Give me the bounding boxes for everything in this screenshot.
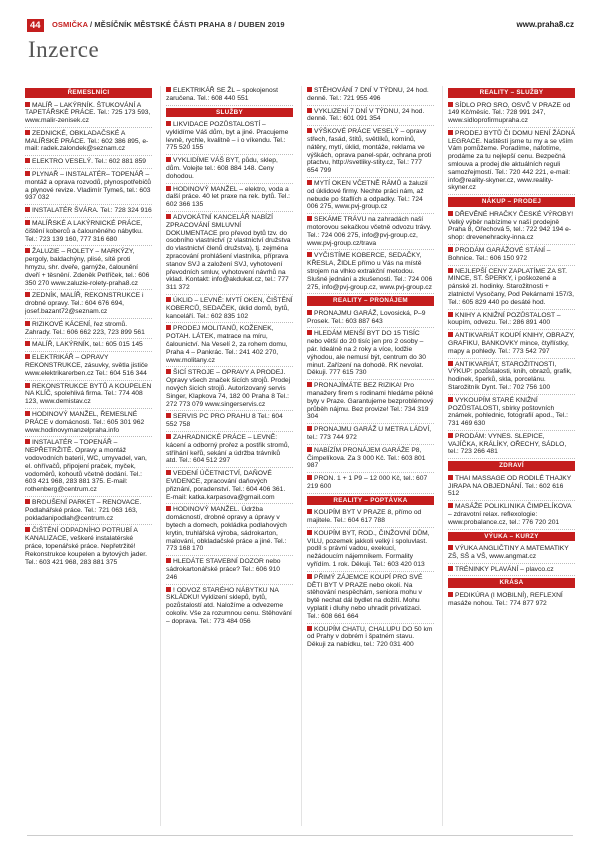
classified-ad [25, 526, 152, 568]
bullet-square-icon [25, 341, 30, 346]
ad-text: HODINOVÝ MANŽEL, ŘEMESLNÉ PRÁCE v domácnosti. Tel.: 605 301 962 www.hodinovymanzelpraha.info [25, 411, 145, 434]
bullet-square-icon [307, 128, 312, 133]
bullet-square-icon [166, 434, 171, 439]
classified-ad [25, 170, 152, 205]
ad-text: VÝUKA ANGLIČTINY A MATEMATIKY ZŠ, SŠ a VŠ, www.angmat.cz [448, 545, 569, 560]
classified-ad [166, 120, 293, 155]
bullet-square-icon [25, 292, 30, 297]
classified-ad [166, 296, 293, 323]
classified-ad [166, 505, 293, 556]
category-header: NÁKUP – PRODEJ [448, 197, 575, 207]
classified-ad [166, 368, 293, 411]
ad-text: DŘEVĚNÉ HRAČKY ČESKÉ VÝROBY! Velký výběr nabízíme v naší prodejně Praha 8, Ořechová 5, tel.: 722 942 194 e-shop: drevenehracky-inna.cz [448, 210, 574, 242]
magazine-info: / MĚSÍČNÍK MĚSTSKÉ ČÁSTI PRAHA 8 / DUBEN 2019 [87, 20, 285, 29]
bullet-square-icon [25, 207, 30, 212]
bullet-square-icon [307, 447, 312, 452]
page-number: 44 [27, 19, 44, 32]
ad-text: ! ODVOZ STARÉHO NÁBYTKU NA SKLÁDKU! Vyklizení sklepů, bytů, pozůstalostí atd. Naložíme a odvezeme cokoliv. Vše za rozumnou cenu. Stěhování – doprava. Tel.: 773 484 056 [166, 586, 292, 625]
ad-text: VEDENÍ ÚČETNICTVÍ, DAŇOVÉ EVIDENCE, zpracování daňových přiznání, poradenství. Tel.: 604 406 361. E-mail: katka.karpasova@gmail.com [166, 470, 286, 501]
ad-text: KOUPÍM BYT V PRAZE 8, přímo od majitele. Tel.: 604 617 788 [307, 509, 422, 525]
classified-ad [307, 329, 434, 380]
bullet-square-icon [307, 382, 312, 387]
bullet-square-icon [448, 475, 453, 480]
classified-ad [448, 267, 575, 310]
classified-ad [307, 179, 434, 214]
ad-text: NABÍZÍM PRONÁJEM GARÁŽE P8, Čimpelíkova. Za 3 000 Kč. Tel.: 603 801 987 [307, 446, 426, 470]
classified-ad [25, 438, 152, 497]
bullet-square-icon [307, 426, 312, 431]
bullet-square-icon [448, 545, 453, 550]
classified-ad [448, 565, 575, 577]
classified-ad [448, 432, 575, 459]
ad-text: BROUŠENÍ PARKET – RENOVACE. Podlahářské práce. Tel.: 721 063 163, pokladanipodlah@centrum.cz [25, 498, 142, 522]
classified-ad [307, 508, 434, 528]
bullet-square-icon [307, 330, 312, 335]
ad-text: VYČISTÍME KOBERCE, SEDAČKY, KŘESLA, ŽIDLE přímo u Vás na místě strojem na vlhko extrakční metodou. Slušné jednání a zkušenosti. Tel.: 724 006 275, info@pvj-group.cz, www.pvj-group.cz [307, 252, 433, 291]
category-header: KRÁSA [448, 578, 575, 588]
bullet-square-icon [25, 354, 30, 359]
category-header: REALITY – PRONÁJEM [307, 296, 434, 306]
classified-ad [25, 291, 152, 318]
bullet-square-icon [166, 413, 171, 418]
bullet-square-icon [448, 247, 453, 252]
bullet-square-icon [448, 102, 453, 107]
bullet-square-icon [166, 470, 171, 475]
ad-text: KOUPÍM CHATU, CHALUPU DO 50 km od Prahy v dobrém i špatném stavu. Děkuji za nabídku, tel.: 720 031 400 [307, 625, 433, 649]
classified-ad [448, 544, 575, 564]
bullet-square-icon [166, 214, 171, 219]
ad-text: ZAHRADNICKÉ PRÁCE – LEVNĚ: kácení a odborný prořez a postřik stromů, stříhání keřů, sekání a údržba trávníků atd. Tel.: 604 512 297 [166, 433, 290, 465]
column-3 [307, 86, 434, 826]
column-divider [442, 86, 443, 826]
bullet-square-icon [448, 503, 453, 508]
ad-text: THAI MASSAGE OD RODILÉ THAJKY JIRAPA NA OBJEDNÁNÍ. Tel.: 602 616 512 [448, 474, 572, 498]
classified-ad [307, 107, 434, 127]
ad-text: RIZIKOVÉ KÁCENÍ, řez stromů. Zahrady. Tel.: 606 662 223, 723 899 561 [25, 320, 145, 336]
classified-ad [307, 127, 434, 178]
classified-ad [166, 586, 293, 628]
bullet-square-icon [25, 411, 30, 416]
classified-ad [166, 433, 293, 468]
ad-text: LIKVIDACE POZŮSTALOSTÍ – vyklidíme Váš dům, byt a jiné. Pracujeme levně, rychle, kvalitně – i o víkendu. Tel.: 775 520 155 [166, 121, 289, 152]
ad-text: PRODÁM: VYNES. SLEPICE, VAJÍČKA, KRÁLÍKY, OŘECHY, SÁDLO, tel.: 723 266 481 [448, 432, 567, 456]
ad-text: ANTIKVARIÁT KOUPÍ KNIHY, OBRAZY, GRAFIKU, BANKOVKY mince, čtyřlístky, mapy a pohledy. Tel.: 773 542 797 [448, 332, 575, 355]
page-header [0, 19, 600, 35]
ad-text: INSTALATÉR ŠVÁRA. Tel.: 728 324 916 [32, 207, 152, 215]
ad-text: PRONAJMU GARÁŽ U METRA LÁDVÍ, tel.: 773 744 972 [307, 426, 432, 441]
classified-ad [166, 324, 293, 367]
bullet-square-icon [25, 158, 30, 163]
ad-text: ELEKTRO VESELÝ. Tel.: 602 881 859 [32, 158, 147, 166]
ad-text: PLYNAŘ – INSTALATÉR– TOPENÁŘ – montáž a oprava rozvodů, plynospotřebičů a plynové revize. Vladimír Tymeš, tel.: 603 937 032 [25, 171, 152, 202]
classified-ad [448, 129, 575, 195]
classified-ad [25, 206, 152, 218]
ad-text: ŠICÍ STROJE – OPRAVY A PRODEJ. Opravy všech značek šicích strojů. Prodej nových šicích strojů. Autorizovaný servis Singer, Klapkova 74, 182 00 Praha 8 Tel.: 272 773 079 www.singerservis.cz [166, 369, 291, 408]
website-link[interactable]: www.praha8.cz [516, 20, 574, 29]
ad-text: VYKLIDÍME VÁŠ BYT, půdu, sklep, dům. Volejte tel.: 608 884 148. Ceny dohodou. [166, 157, 278, 180]
bullet-square-icon [307, 108, 312, 113]
classified-ad [166, 412, 293, 432]
bullet-square-icon [166, 558, 171, 563]
ad-text: MYTÍ OKEN VČETNĚ RÁMŮ a žaluzií od úklidové firmy. Nechte práci nám, až nebude po štaflích a odpadky. Tel.: 724 006 275, www.pvj-group.cz [307, 179, 428, 211]
classified-ad [25, 129, 152, 156]
bullet-square-icon [25, 220, 30, 225]
classified-ad [25, 320, 152, 340]
bullet-square-icon [166, 587, 171, 592]
classified-ad [448, 591, 575, 610]
category-header: VÝUKA – KURZY [448, 532, 575, 542]
bullet-square-icon [166, 186, 171, 191]
bullet-square-icon [448, 130, 453, 135]
classified-ad [448, 474, 575, 501]
bullet-square-icon [25, 527, 30, 532]
ad-text: SERVIS PC PRO PRAHU 8 Tel.: 604 552 758 [166, 413, 283, 429]
ad-text: ANTIKVARIÁT, STAROŽITNOSTI, VÝKUP: pozůstalosti, knih, obrazů, grafik, hodinek, šperků, skla, porcelánu. Starožitník Dynt. Tel.: 702 756 100 [448, 360, 572, 391]
bullet-square-icon [166, 325, 171, 330]
bullet-square-icon [307, 310, 312, 315]
column-1 [25, 86, 152, 826]
bullet-square-icon [307, 216, 312, 221]
ad-text: PRON. 1 + 1 P9 – 12 000 Kč, tel.: 607 219 600 [307, 475, 428, 490]
ad-text: PEDIKÚRA (I MOBILNÍ), REFLEXNÍ masáže nohou. Tel.: 774 877 972 [448, 591, 563, 607]
classified-ad [307, 529, 434, 572]
classified-ad [307, 425, 434, 445]
bullet-square-icon [307, 509, 312, 514]
column-divider [301, 86, 302, 826]
ad-text: MALÍŘSKÉ A LAKÝRNICKÉ PRÁCE, čištění koberců a čalouněného nábytku. Tel.: 723 139 160, 777 316 680 [25, 220, 143, 243]
classified-ad [448, 101, 575, 128]
magazine-brand: OSMIČKA [52, 20, 88, 29]
classified-ad [448, 360, 575, 395]
ad-text: KOUPÍM BYT, ROD., ČINŽOVNÍ DŮM, VILU, pozemek jakkoli velký i spoluvlast. podíl s právní vadou, exekucí, nežádoucím nájemníkem. Formality vyřídím. 1 rok. Děkuji. Tel.: 603 420 013 [307, 529, 430, 569]
classified-ad [25, 382, 152, 409]
classified-ad [307, 474, 434, 494]
magazine-line [52, 20, 285, 29]
classified-ad [307, 86, 434, 106]
bullet-square-icon [25, 383, 30, 388]
bullet-square-icon [307, 252, 312, 257]
classified-ad [166, 86, 293, 106]
bullet-square-icon [448, 332, 453, 337]
ad-text: VYKOUPÍM STARÉ KNIŽNÍ POZŮSTALOSTI, sbírky poštovních známek, pohlednic, fotografií apod., Tel.: 731 469 630 [448, 396, 568, 428]
ad-text: ELEKTRIKÁŘ SE ŽL – spokojenost zaručena. Tel.: 608 440 551 [166, 87, 278, 102]
column-2 [166, 86, 293, 826]
bullet-square-icon [25, 439, 30, 444]
bullet-square-icon [25, 171, 30, 176]
category-header: SLUŽBY [166, 108, 293, 118]
ad-text: PRONAJÍMÁTE BEZ RIZIKA! Pro manažery firem s rodinami hledáme pěkné byty v Praze. Garantujeme bezproblémový průběh nájmu. Bez provize! Tel.: 734 319 304 [307, 382, 434, 421]
classified-ad [25, 101, 152, 128]
ad-text: PRODÁM GARÁŽOVÉ STÁNÍ – Bohnice. Tel.: 606 150 972 [448, 246, 551, 262]
ad-text: HLEDÁM MENŠÍ BYT DO 15 TISÍC nebo větší do 20 tisíc jen pro 2 osoby – pár. Ideálně na 2 roky a více, lodžie výhodou, ale nemusí být, centrum do 30 minut. Zařízení na dohodě. RK nevolat. Děkuji. 777 615 730 [307, 330, 426, 377]
bullet-square-icon [307, 87, 312, 92]
classified-ad [307, 251, 434, 294]
ad-text: PRODEJ MOLITANŮ, KOŽENEK, POTAH. LÁTEK, matrace na míru, čalounictví. Na Veselí 2, za rohem domu, Praha 4 – Pankrác. Tel.: 241 402 270, www.molitany.cz [166, 325, 288, 364]
category-header: ŘEMESLNÍCI [25, 88, 152, 98]
bullet-square-icon [25, 499, 30, 504]
ad-text: PRODEJ BYTŮ ČI DOMU NENÍ ŽÁDNÁ LEGRACE. Naštěstí jsme tu my a se vším Vám pomůžeme. Poradíme, nafotíme, prodáme za tu nejlepší cenu. Bezpečná smlouva a prodej dle aktuálních reguli samozřejmostí. Tel.: 720 442 221, e-mail: info@reality-skyner.cz, www.reality-skyner.cz [448, 129, 575, 192]
column-divider [160, 86, 161, 826]
classified-ad [166, 213, 293, 295]
classified-ad [25, 353, 152, 380]
bullet-square-icon [307, 475, 312, 480]
classified-ad [307, 215, 434, 250]
ad-text: PŘIMÝ ZÁJEMCE KOUPÍ PRO SVÉ DĚTI BYT V PRAZE nebo okolí. Na stěhování nespěchám, seniora mohu v bytě nechat dál bydlet na dožití. Mohu vyplatit i dluhy nebo uhradit privatizaci. Tel.: 608 661 664 [307, 573, 423, 620]
classified-ad [448, 396, 575, 431]
category-header: REALITY – POPTÁVKA [307, 496, 434, 506]
classified-ad [307, 625, 434, 651]
bullet-square-icon [166, 157, 171, 162]
ad-text: VYKLIZENÍ 7 DNÍ V TÝDNU, 24 hod. denně. Tel.: 601 091 354 [307, 107, 425, 123]
ad-text: ČIŠTĚNÍ ODPADNÍHO POTRUBÍ A KANALIZACE, veškeré instalatérské práce, topenářské práce. Nepřetržité! Rekonstrukce koupelen a bytových jader. Tel.: 603 421 968, 283 881 375 [25, 527, 147, 566]
bullet-square-icon [166, 121, 171, 126]
classified-ad [25, 247, 152, 290]
classified-ad [166, 469, 293, 504]
classified-ad [25, 498, 152, 525]
ad-text: HODINOVÝ MANŽEL. Údržba domácností, drobné opravy a úpravy v bytech a domech, pokládka podlahových krytin, truhlářská výroba, sádrokarton, malování, obkladačské práce a jiné. Tel.: 773 168 170 [166, 506, 287, 553]
bullet-square-icon [307, 574, 312, 579]
ad-text: KNIHY A KNIŽNÍ POZŮSTALOST – koupím, odvezu. Tel.: 286 891 400 [448, 311, 561, 327]
ad-text: TRÉNINKY PLAVÁNÍ – plavco.cz [455, 565, 554, 573]
ad-text: ZEDNÍK, MALÍŘ, REKONSTRUKCE i drobné opravy. Tel.: 604 676 694, josef.bazant72@seznam.cz [25, 292, 144, 316]
ad-text: ŽALUZIE – ROLETY – MARKÝZY, pergoly, baldachýny, plisé, sítě proti hmyzu, shr. dveře, garnýže, čalounění dveří + těsnění. Zdeněk Petříček, tel.: 606 350 270 www.zaluzie-rolety-praha8.cz [25, 248, 150, 287]
bullet-square-icon [448, 397, 453, 402]
classified-ad [448, 311, 575, 331]
category-header: REALITY – SLUŽBY [448, 88, 575, 98]
bullet-square-icon [25, 321, 30, 326]
classified-ad [25, 340, 152, 352]
bullet-square-icon [25, 248, 30, 253]
classified-ad [448, 502, 575, 529]
bullet-square-icon [25, 130, 30, 135]
bullet-square-icon [448, 361, 453, 366]
ad-text: REKONSTRUKCE BYTŮ A KOUPELEN NA KLÍČ, spolehlivá firma. Tel.: 774 408 123, www.demistav.cz [25, 382, 152, 406]
ad-text: MALÍŘ, LAKÝRNÍK, tel.: 605 015 145 [32, 341, 143, 349]
bullet-square-icon [448, 211, 453, 216]
ad-text: SEKÁME TRÁVU na zahradách naší motorovou sekačkou včetně odvozu trávy. Tel.: 724 006 275, info@pvj-group.cz, www.pvj-group.cz/trava [307, 216, 432, 247]
category-header: ZDRAVÍ [448, 461, 575, 471]
ad-text: MASÁŽE POLIKLINIKA ČIMPELÍKOVA – zdravotní relax. reflexologie: www.probalance.cz, tel.: 776 720 201 [448, 503, 572, 526]
classified-ad [166, 185, 293, 212]
bullet-square-icon [25, 102, 30, 107]
ad-text: HLEDÁTE STAVEBNÍ DOZOR nebo sádrokartonářské práce? Tel.: 606 910 246 [166, 558, 281, 581]
ad-text: ZEDNICKÉ, OBKLADAČSKÉ A MALÍŘSKÉ PRÁCE. Tel.: 602 386 895, e-mail: radek.zalondek@seznam.cz [25, 129, 149, 153]
bullet-square-icon [448, 433, 453, 438]
classified-ad [307, 446, 434, 473]
classified-ad [307, 573, 434, 624]
classified-ad [448, 331, 575, 358]
classified-ad [448, 210, 575, 245]
ad-text: STĚHOVÁNÍ 7 DNÍ V TÝDNU, 24 hod. denně. Tel.: 721 955 496 [307, 87, 429, 102]
classified-ad [307, 309, 434, 329]
bullet-square-icon [448, 268, 453, 273]
bullet-square-icon [166, 369, 171, 374]
classified-ad [307, 381, 434, 424]
classified-ad [448, 246, 575, 266]
classifieds-columns [25, 86, 575, 826]
ad-text: SÍDLO PRO SRO, OSVČ V PRAZE od 149 Kč/měsíc. Tel.: 728 991 247, www.sidloprofirmupraha.cz [448, 101, 571, 125]
ad-text: ELEKTRIKÁŘ – OPRAVY REKONSTRUKCE, zásuvky, světla jističe www.elektrikarerben.cz Tel.: 604 516 344 [25, 354, 148, 377]
classified-ad [166, 557, 293, 584]
column-4 [448, 86, 575, 826]
bullet-square-icon [166, 87, 171, 92]
ad-text: MALÍŘ – LAKÝRNÍK. ŠTUKOVÁNÍ A TAPETÁŘSKÉ PRÁCE. Tel.: 725 173 593, www.malir-zenisek.cz [25, 101, 151, 125]
classified-ad [166, 156, 293, 183]
bullet-square-icon [448, 312, 453, 317]
classified-ad [25, 219, 152, 246]
classified-ad [25, 157, 152, 169]
bullet-square-icon [448, 566, 453, 571]
bullet-square-icon [307, 530, 312, 535]
ad-text: NEJLEPŠÍ CENY ZAPLATÍME ZA ST. MINCE, ST. ŠPERKY, i poškozené a pánské zl. hodinky. Starožitnosti + zlatnictví Vysočany, Pod Pekárnami 157/3, Tel.: 605 829 440 po desáté hod. [448, 267, 575, 306]
bullet-square-icon [448, 592, 453, 597]
bullet-square-icon [307, 180, 312, 185]
ad-text: ÚKLID – LEVNĚ: MYTÍ OKEN, ČIŠTĚNÍ KOBERCŮ, SEDAČEK, úklid domů, bytů, kanceláří. Tel.: 602 835 102 [166, 297, 293, 320]
footer-rule [27, 835, 573, 836]
classified-ad [25, 410, 152, 437]
bullet-square-icon [307, 626, 312, 631]
ad-text: INSTALATÉR – TOPENÁŘ – NEPŘETRŽITĚ. Opravy a montáž vodovodních baterií, WC, umyvadel, van, el. ohřívačů, připojení praček, myček, vodoměrů, kohoutů včetně dodání. Tel.: 603 421 968, 283 881 375. E-mail: rothenberg@centrum.cz [25, 439, 147, 494]
page-title: Inzerce [28, 37, 100, 62]
bullet-square-icon [166, 297, 171, 302]
ad-text: ADVOKÁTNÍ KANCELÁŘ NABÍZÍ ZPRACOVÁNÍ SMLUVNÍ DOKUMENTACE pro převod bytů tzv. do osobního vlastnictví (z vlastnictví družstva do vlastnictví členů družstva), tj. zejména zpracování prohlášení vlastníka, příprava stanov SVJ a založení SVJ, vyhotovení převodních smluv, vyhotovení návrhů na vklad. Kontakt: info@akdukat.cz, tel.: 777 311 372 [166, 214, 291, 292]
bullet-square-icon [166, 506, 171, 511]
ad-text: VÝŠKOVÉ PRÁCE VESELÝ – opravy střech, fasád, štítů, světlíků, komínů, nátěry, mytí, úklid, montáže, reklama ve výškách, oprava panel-spár, ochrana proti ptactvu, http://svetliky-stity.cz, Tel.: 777 654 799 [307, 128, 432, 175]
ad-text: PRONAJMU GARÁŽ, Lovosická, P–9 Prosek. Tel.: 603 887 643 [307, 309, 426, 325]
ad-text: HODINOVÝ MANŽEL – elektro, voda a další práce. 40 let praxe na rek. bytů. Tel.: 602 366 135 [166, 185, 291, 209]
